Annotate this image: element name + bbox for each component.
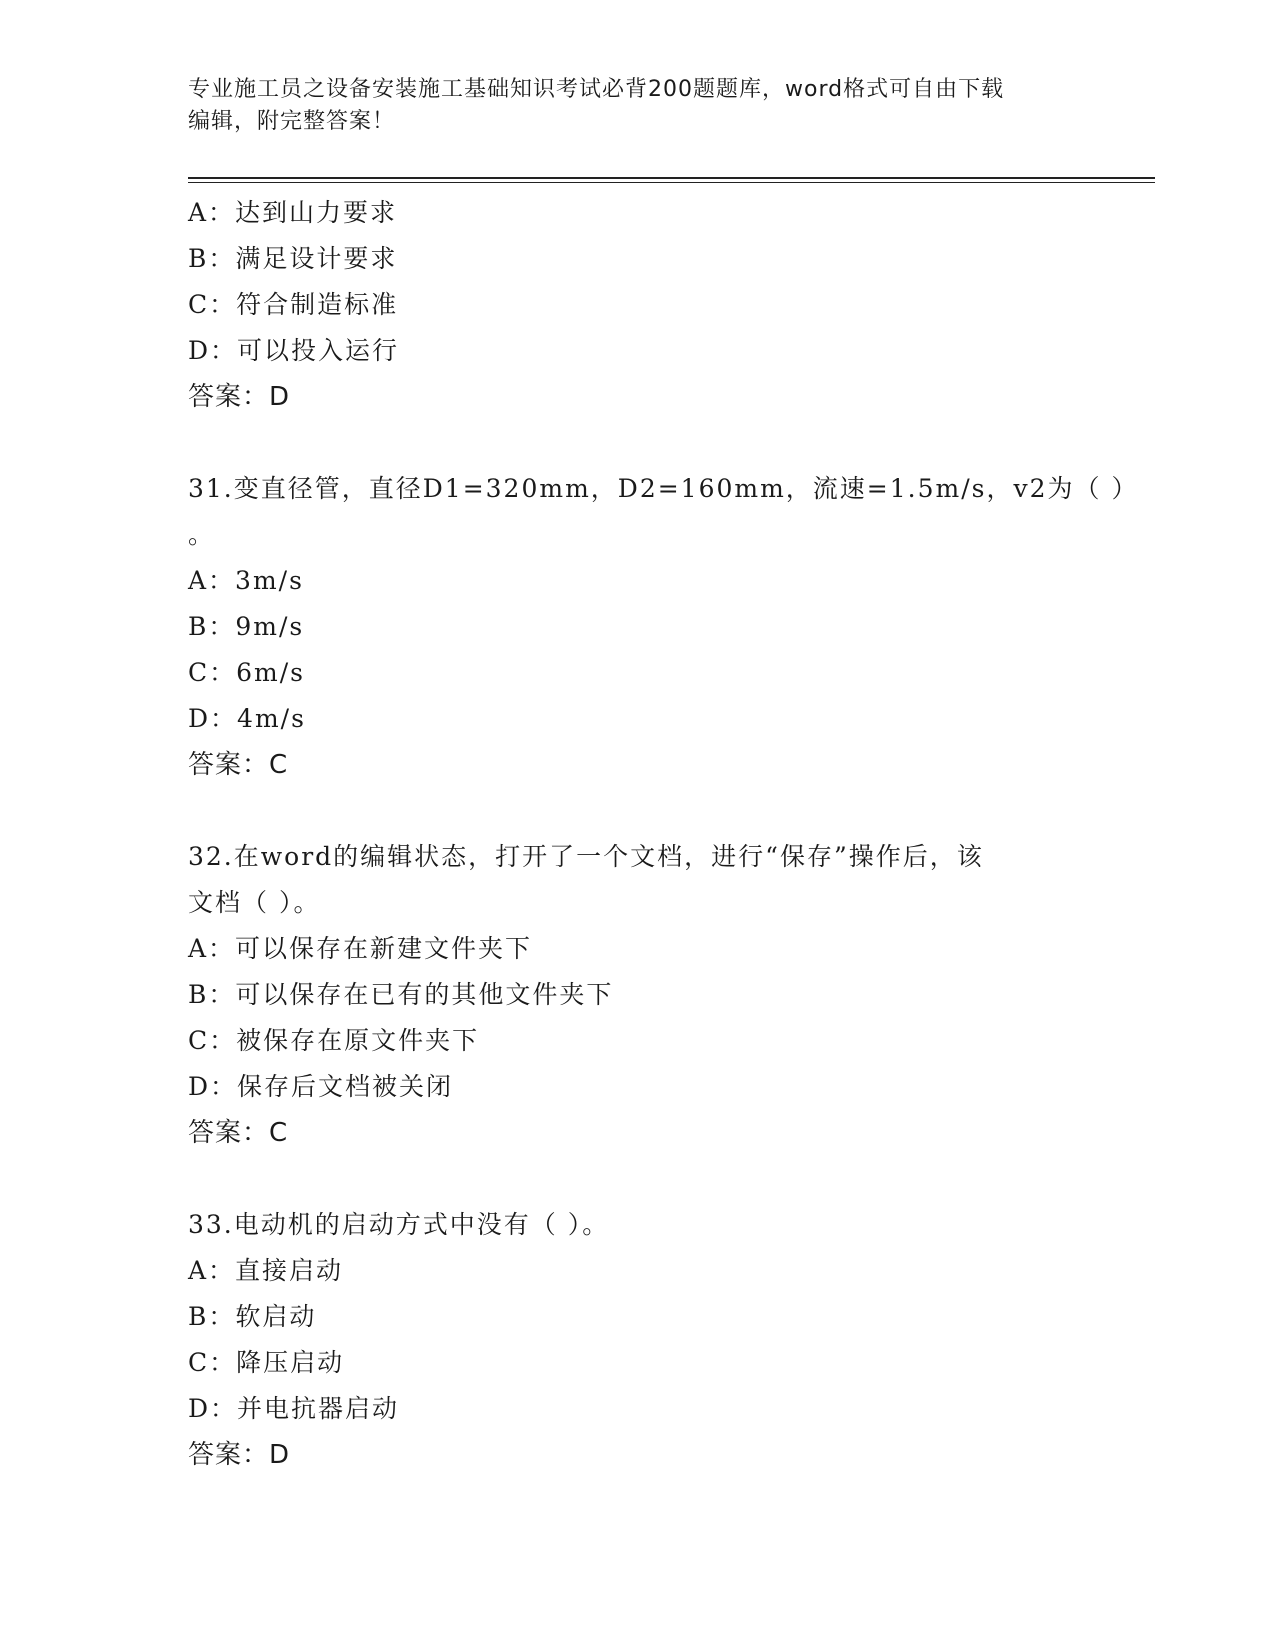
option-b: B：满足设计要求 xyxy=(188,244,398,273)
header-divider-thick xyxy=(188,177,1155,179)
option-b: B：可以保存在已有的其他文件夹下 xyxy=(188,980,614,1009)
answer-line: 答案：C xyxy=(188,1118,289,1148)
header-line-2: 编辑，附完整答案！ xyxy=(188,109,396,134)
option-b: B：软启动 xyxy=(188,1302,317,1331)
header-divider-thin xyxy=(188,182,1155,183)
question-32 xyxy=(188,834,1088,1156)
option-c: C：降压启动 xyxy=(188,1348,345,1377)
document-header xyxy=(188,74,1068,138)
option-d: D：保存后文档被关闭 xyxy=(188,1072,454,1101)
option-a: A：可以保存在新建文件夹下 xyxy=(188,934,533,963)
option-d: D：4m/s xyxy=(188,704,306,733)
option-d: D：可以投入运行 xyxy=(188,336,400,365)
option-c: C：6m/s xyxy=(188,658,305,687)
option-c: C：符合制造标准 xyxy=(188,290,399,319)
question-stem-line-2: 。 xyxy=(188,520,216,549)
question-stem-line-1: 31.变直径管，直径D1=320mm，D2=160mm，流速=1.5m/s，v2为（ ） xyxy=(188,474,1139,503)
answer-line: 答案：C xyxy=(188,750,289,780)
question-33 xyxy=(188,1202,1088,1478)
option-a: A：3m/s xyxy=(188,566,304,595)
question-30 xyxy=(188,190,1088,420)
option-c: C：被保存在原文件夹下 xyxy=(188,1026,480,1055)
answer-line: 答案：D xyxy=(188,382,291,412)
header-line-1: 专业施工员之设备安装施工基础知识考试必背200题题库，word格式可自由下载 xyxy=(188,77,1005,102)
question-stem-line-1: 32.在word的编辑状态，打开了一个文档，进行“保存”操作后，该 xyxy=(188,842,984,871)
question-stem-line-1: 33.电动机的启动方式中没有（ ）。 xyxy=(188,1210,610,1239)
question-list xyxy=(188,190,1139,1478)
option-a: A：达到山力要求 xyxy=(188,198,398,227)
question-31 xyxy=(188,466,1139,788)
option-d: D：并电抗器启动 xyxy=(188,1394,400,1423)
option-b: B：9m/s xyxy=(188,612,305,641)
option-a: A：直接启动 xyxy=(188,1256,344,1285)
question-stem-line-2: 文档（ ）。 xyxy=(188,888,321,917)
answer-line: 答案：D xyxy=(188,1440,291,1470)
